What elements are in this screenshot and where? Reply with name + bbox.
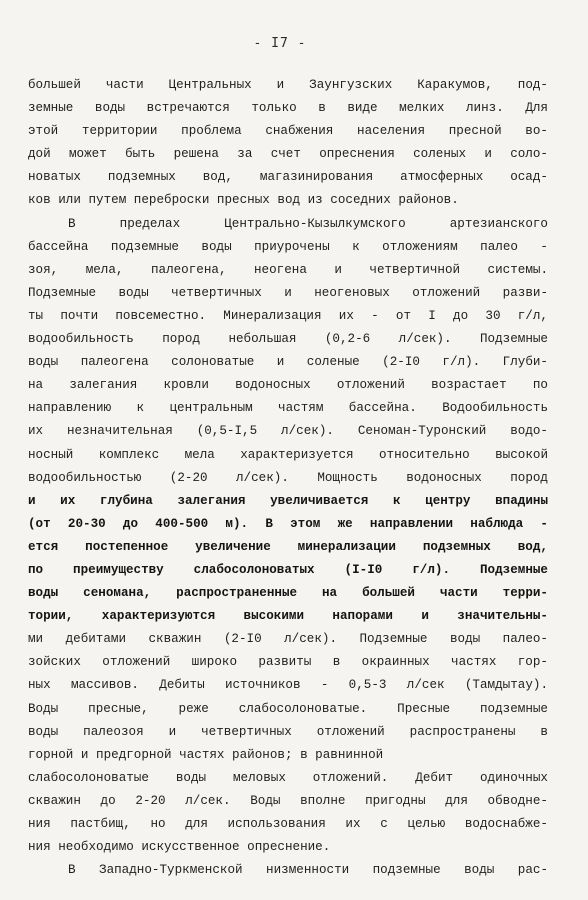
text-line: большей части Центральных и Заунгузских Каракумов, под- [28, 78, 548, 92]
body-text [28, 74, 548, 882]
text-line: направлению к центральным частям бассейна. Водообильность [28, 401, 548, 416]
text-line: водообильностью (2-20 л/сек). Мощность водоносных пород [28, 470, 548, 485]
text-line: горной и предгорной частях районов; в равнинной [28, 747, 384, 762]
text-line: их незначительная (0,5-I,5 л/сек). Сеноман-Туронский водо- [28, 424, 548, 439]
text-line: ты почти повсеместно. Минерализация их - от I до 30 г/л, [28, 308, 548, 323]
text-line: ния необходимо искусственное опреснение. [28, 840, 331, 855]
text-line: этой территории проблема снабжения населения пресной во- [28, 124, 548, 139]
text-line: воды сеномана, распространенные на большей части терри- [28, 586, 548, 601]
text-line: В пределах Центрально-Кызылкумского артезианского [68, 216, 548, 231]
text-line: ных массивов. Дебиты источников - 0,5-3 л/сек (Тамдытау). [28, 678, 548, 693]
text-line: Воды пресные, реже слабосолоноватые. Пресные подземные [28, 701, 548, 716]
text-line: земные воды встречаются только в виде мелких линз. Для [28, 101, 548, 116]
text-line: на залегания кровли водоносных отложений возрастает по [28, 378, 548, 393]
text-line: водообильность пород небольшая (0,2-6 л/сек). Подземные [28, 332, 548, 347]
text-line: ков или путем переброски пресных вод из соседних районов. [28, 193, 459, 208]
text-line: (от 20-30 до 400-500 м). В этом же направлении наблюда - [28, 516, 548, 531]
text-line: воды палеогена солоноватые и соленые (2-I0 г/л). Глуби- [28, 355, 548, 370]
text-line: бассейна подземные воды приурочены к отложениям палео - [28, 239, 548, 254]
page-number: - I7 - [253, 36, 307, 51]
text-line: тории, характеризуются высокими напорами и значительны- [28, 609, 548, 624]
text-line: ется постепенное увеличение минерализации подземных вод, [28, 539, 548, 554]
text-line: и их глубина залегания увеличивается к центру впадины [28, 493, 548, 508]
text-line: скважин до 2-20 л/сек. Воды вполне пригодны для обводне- [28, 793, 548, 808]
text-line: зоя, мела, палеогена, неогена и четвертичной системы. [28, 262, 548, 277]
text-line: воды палеозоя и четвертичных отложений распространены в [28, 724, 548, 739]
text-line: дой может быть решена за счет опреснения соленых и соло- [28, 147, 548, 162]
text-line: новатых подземных вод, магазинирования атмосферных осад- [28, 170, 548, 185]
text-line: зойских отложений широко развиты в окраинных частях гор- [28, 655, 548, 670]
text-line: носный комплекс мела характеризуется относительно высокой [28, 447, 548, 462]
text-line: ми дебитами скважин (2-I0 л/сек). Подземные воды палео- [28, 632, 548, 647]
text-line: В Западно-Туркменской низменности подземные воды рас- [68, 863, 548, 878]
text-line: ния пастбищ, но для использования их с целью водоснабже- [28, 817, 548, 831]
text-line: по преимуществу слабосолоноватых (I-I0 г/л). Подземные [28, 562, 548, 577]
text-line: Подземные воды четвертичных и неогеновых отложений разви- [28, 285, 548, 300]
text-line: слабосолоноватые воды меловых отложений. Дебит одиночных [28, 770, 548, 785]
